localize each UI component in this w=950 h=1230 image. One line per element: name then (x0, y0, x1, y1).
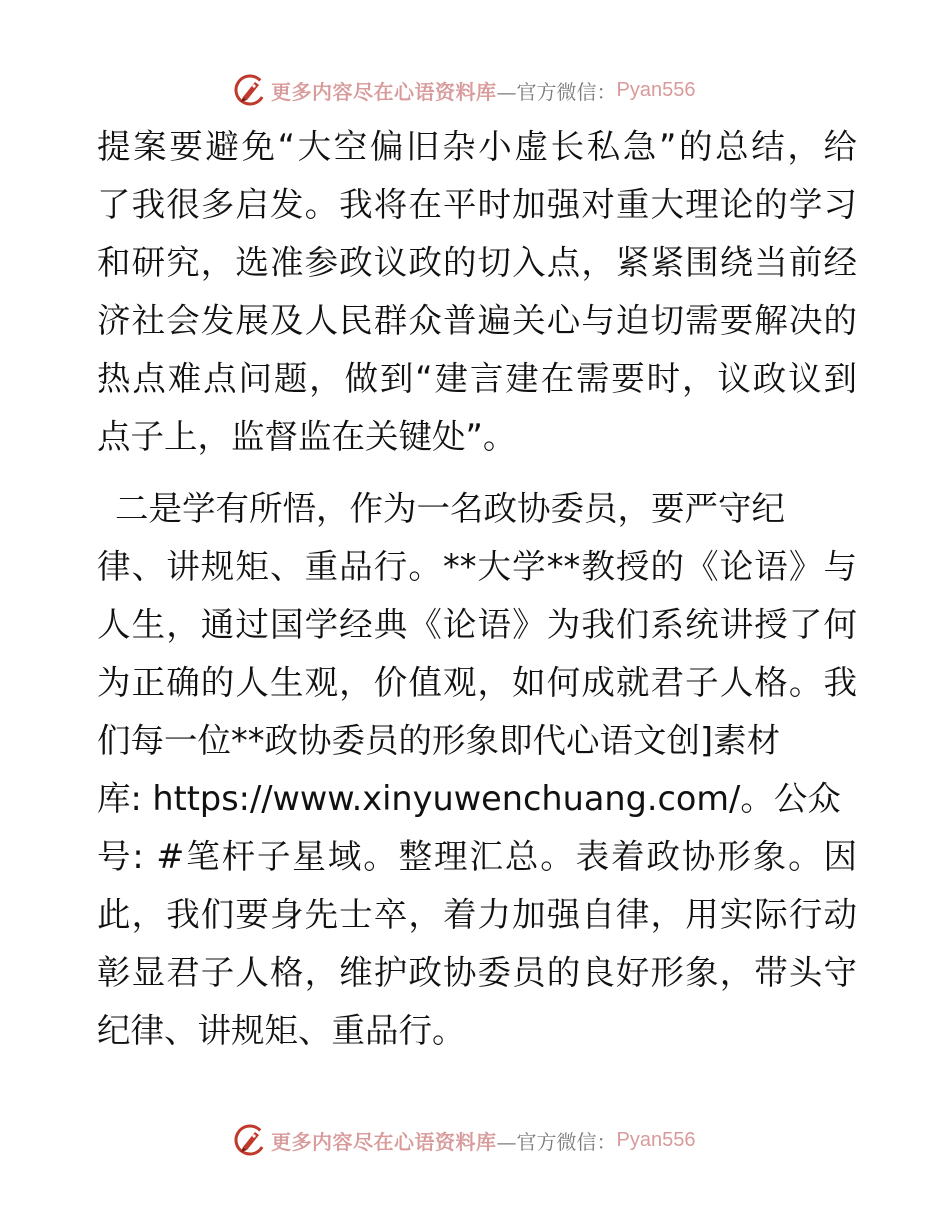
header-banner (233, 73, 695, 107)
footer-banner (233, 1123, 695, 1157)
text-line: 济社会发展及人民群众普遍关心与迫切需要解决的 (97, 301, 857, 340)
paragraph-2 (97, 480, 857, 1060)
text-line: 提案要避免“大空偏旧杂小虚长私急”的总结，给 (97, 127, 857, 166)
footer-banner-title: 更多内容尽在心语资料库 (271, 1129, 497, 1154)
text-line: 此，我们要身先士卒，着力加强自律，用实际行动 (97, 895, 857, 934)
text-line: 彰显君子人格，维护政协委员的良好形象，带头守 (97, 953, 857, 992)
text-line: 了我很多启发。我将在平时加强对重大理论的学习 (97, 185, 857, 224)
footer-banner-wechat-label: —官方微信： (496, 1129, 617, 1154)
pen-logo-icon (233, 1123, 267, 1157)
text-line: 库: https://www.xinyuwenchuang.com/。公众 (97, 779, 841, 818)
text-line: 纪律、讲规矩、重品行。 (97, 1011, 466, 1050)
text-line: 们每一位**政协委员的形象即代心语文创]素材 (97, 721, 781, 760)
footer-banner-wechat-id: Pyan556 (616, 1128, 696, 1151)
header-banner-wechat-label: —官方微信： (496, 79, 617, 104)
text-line: 二是学有所悟，作为一名政协委员，要严守纪 (115, 489, 785, 528)
paragraph-1 (97, 118, 857, 466)
text-line: 律、讲规矩、重品行。**大学**教授的《论语》与 (97, 547, 857, 586)
body-text (97, 118, 857, 1060)
pen-logo-icon (233, 73, 267, 107)
text-line: 号: #笔杆子星域。整理汇总。表着政协形象。因 (97, 837, 857, 876)
header-banner-title: 更多内容尽在心语资料库 (271, 79, 497, 104)
text-line: 点子上，监督监在关键处”。 (97, 417, 517, 456)
text-line: 为正确的人生观，价值观，如何成就君子人格。我 (97, 663, 857, 702)
text-line: 人生，通过国学经典《论语》为我们系统讲授了何 (97, 605, 857, 644)
header-banner-wechat-id: Pyan556 (616, 78, 696, 101)
text-line: 热点难点问题，做到“建言建在需要时，议政议到 (97, 359, 857, 398)
text-line: 和研究，选准参政议政的切入点，紧紧围绕当前经 (97, 243, 857, 282)
